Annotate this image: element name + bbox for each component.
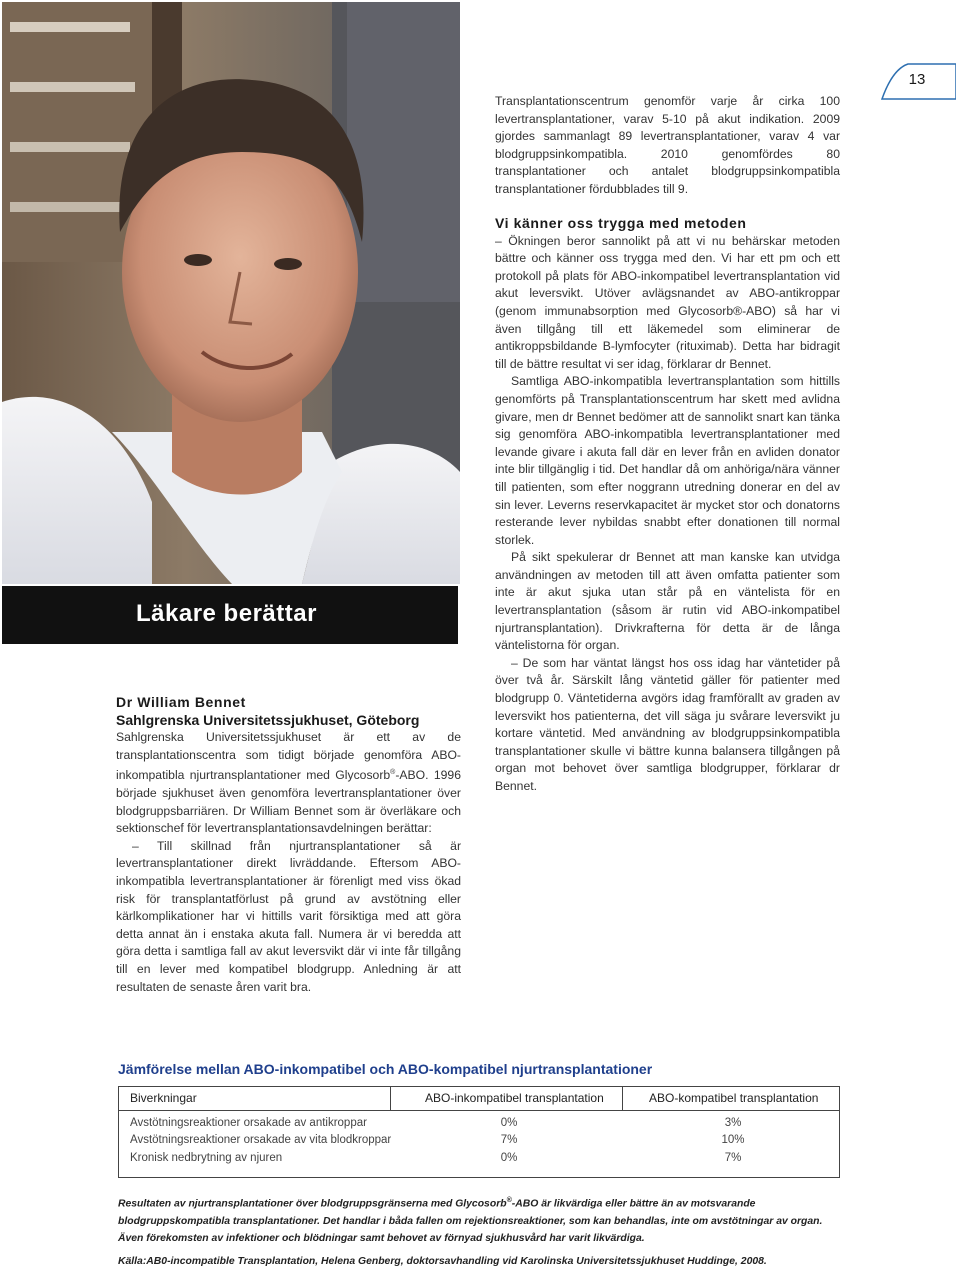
table-row [119, 1117, 839, 1134]
registered-mark: ® [506, 1197, 512, 1204]
section-heading: Vi känner oss trygga med metoden [495, 215, 747, 231]
table-divider [622, 1087, 623, 1111]
cell-value: 7% [724, 1152, 742, 1164]
source-citation: Källa:AB0-incompatible Transplantation, Helena Genberg, doktorsavhandling vid Karolinska Universitetssjukhuset Huddinge, 2008. [118, 1256, 767, 1267]
registered-mark: ® [390, 769, 396, 777]
intro-text-block [495, 93, 840, 199]
article-paragraph: – Ökningen beror sannolikt på att vi nu behärskar metoden bättre och känner oss trygga med den. Vi har ett pm och ett protokoll på plats för ABO-inkompatibel levertransplantation vid akut leversvikt. Utöver avlägsnandet av ABO-antikroppar (genom immunabsorption med Glycosorb®-ABO) så har vi även tillgång till ett läkemedel som eliminerar de antikroppsbildande B-lymfocyter (rituximab). Detta har bidragit till de bättre resultat vi ser idag, förklarar dr Bennet. [495, 233, 840, 371]
comparison-table [118, 1086, 840, 1178]
footnote-text: -ABO är likvärdiga eller bättre än av motsvarande blodgruppskompatibla transplantationer. Det handlar i båda fallen om rejektionsreaktioner, som kan behandlas, inte om avstötningar av organ. Även förekomsten av infektioner och blödningar samt behovet av förnyad sjukhusvård har varit likvärdiga. [118, 1198, 823, 1245]
portrait-illustration [2, 2, 460, 584]
paragraph-text: -ABO. 1996 började sjukhuset även genomföra levertransplantationer över blodgruppsbarriären. Dr William Bennet som är överläkare och sektionschef för levertransplantationsavdelningen berättar: [116, 768, 461, 836]
cell-value: 3% [724, 1117, 742, 1129]
table-footnote [118, 1192, 842, 1248]
article-right-column [495, 215, 840, 796]
article-left-column [116, 694, 461, 996]
cell-value: 0% [500, 1117, 518, 1129]
portrait-photo [2, 2, 460, 584]
article-paragraph [116, 729, 461, 838]
article-paragraph: Samtliga ABO-inkompatibla levertransplantation som hittills genomförts på Transplantationscentrum har skett med avlidna givare, men dr Bennet bedömer att de sannolikt snart kan tänka sig genomföra ABO-inkompatibla levertransplantationer med levande givare i akuta fall där en lever från en avliden donator inte blir tillgänglig i tid. Det handlar då om anhöriga/nära vänner till patienten, som efter noggrann utredning donerar en del av sin lever. Leverns reservkapacitet är mycket stor och donatorns resterande lever nybildas snabbt efter donationen till normal storlek. [495, 374, 840, 547]
photo-caption: Läkare berättar [136, 600, 317, 627]
table-header-cell: Biverkningar [130, 1091, 197, 1105]
table-cell-label: Avstötningsreaktioner orsakade av antikroppar [130, 1117, 367, 1129]
table-row [119, 1152, 839, 1169]
cell-value: 7% [500, 1134, 518, 1146]
author-name: Dr William Bennet [116, 694, 246, 710]
paragraph-text: Sahlgrenska Universitetssjukhuset är ett av de transplantationscentra som tidigt började genomföra ABO-inkompatibla njurtransplantationer med Glycosorb [116, 730, 461, 783]
cell-value: 0% [500, 1152, 518, 1164]
table-row [119, 1134, 839, 1151]
table-title: Jämförelse mellan ABO-inkompatibel och ABO-kompatibel njurtransplantationer [118, 1061, 653, 1077]
table-header-row [119, 1087, 839, 1111]
article-paragraph: – Till skillnad från njurtransplantationer så är levertransplantationer direkt livräddande. Eftersom ABO-inkompatibla levertransplantationer är förenligt med viss ökad risk för transplantatförlust på grund av avstötning eller kärlkomplikationer har vi hittills varit försiktiga med att göra detta annat än i enstaka akuta fall. Numera är vi beredda att göra detta i samtliga fall av akut leversvikt där vi inte får tillgång till en lever med kompatibel blodgrupp. Anledning är att resultaten de senaste åren varit bra. [116, 838, 461, 994]
article-paragraph: – De som har väntat längst hos oss idag har väntetider på över två år. Särskilt lång väntetid gäller för patienter med blodgrupp 0. Väntetiderna avgörs idag framförallt av graden av leversvikt hos patienterna, det vill säga ju svårare leversvikt ju kortare väntetid. Med användning av blodgruppsinkompatibla transplantationer skulle vi bättre kunna balansera tillgången på organ mot behovet över samtliga blodgrupper, förklarar dr Bennet. [495, 655, 840, 793]
article-paragraph: På sikt spekulerar dr Bennet att man kanske kan utvidga användningen av metoden till att även omfatta patienter som inte är akut sjuka utan står på en väntelista för en levertransplantation (såsom är rutin vid ABO-inkompatibel njurtransplantation). Drivkrafterna för detta är de långa väntelistorna för organ. [495, 550, 840, 653]
intro-paragraph: Transplantationscentrum genomför varje år cirka 100 levertransplantationer, varav 5-10 på akut indikation. 2009 gjordes sammanlagt 89 levertransplantationer, varav 4 var blodgruppsinkompatibla. 2010 genomfördes 80 transplantationer och antalet blodgruppsinkompatibla transplantationer fördubblades till 9. [495, 94, 840, 196]
author-organization: Sahlgrenska Universitetssjukhuset, Göteborg [116, 711, 420, 728]
cell-value: 10% [721, 1134, 745, 1146]
page-number: 13 [908, 71, 926, 88]
photo-caption-box [2, 586, 458, 644]
table-divider [390, 1087, 391, 1111]
table-header-cell: ABO-kompatibel transplantation [649, 1091, 819, 1105]
table-cell-label: Kronisk nedbrytning av njuren [130, 1152, 283, 1164]
page-number-tab [878, 62, 956, 100]
table-cell-label: Avstötningsreaktioner orsakade av vita blodkroppar [130, 1134, 392, 1146]
footnote-text: Resultaten av njurtransplantationer över blodgruppsgränserna med Glycosorb [118, 1198, 507, 1210]
table-header-cell: ABO-inkompatibel transplantation [425, 1091, 604, 1105]
